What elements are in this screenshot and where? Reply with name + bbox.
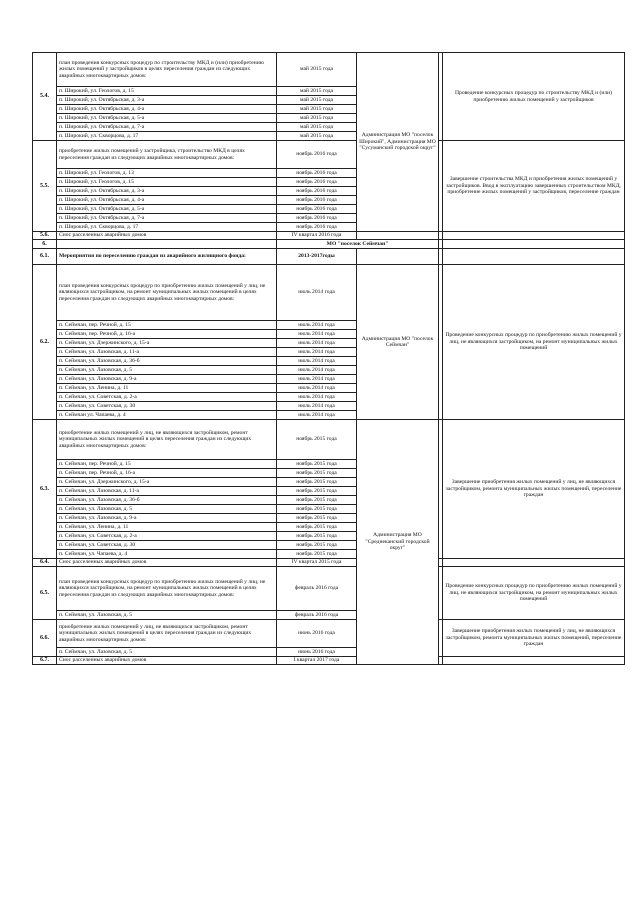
deadline: июль 2014 года — [277, 393, 357, 402]
measure-text: п. Сеймчан, ул. Советская, д. 2-а — [57, 532, 277, 541]
measure-text: приобретение жилых помещений у застройщика, строительство МКД в целях переселения граждан из следующих аварийных многоквартирных домов: — [57, 141, 277, 169]
measure-text: п. Сеймчан, ул. Лазовская, д. 11-а — [57, 348, 277, 357]
deadline: май 2015 года — [277, 114, 357, 123]
measure-text: п. Сеймчан, пер. Речной, д. 15 — [57, 460, 277, 469]
expected-result: Проведение конкурсных процедур по строительству МКД и (или) приобретению жилых помещений у застройщиков — [443, 53, 625, 141]
deadline: июль 2014 года — [277, 339, 357, 348]
measure-text: п. Сеймчан, ул. Ленина, д. 11 — [57, 523, 277, 532]
deadline: ноябрь 2016 года — [277, 169, 357, 178]
deadline: июль 2014 года — [277, 402, 357, 411]
measure-text: п. Сеймчан, ул. Дзержинского, д. 15-а — [57, 478, 277, 487]
empty-cell — [357, 232, 439, 240]
empty-cell — [443, 657, 625, 665]
measure-text: п. Широкий, ул. Октябрьская, д. 4-а — [57, 196, 277, 205]
expected-result: Завершение приобретения жилых помещений у лиц, не являющихся застройщиком, ремонта муниципальных жилых помещений, переселение граждан — [443, 420, 625, 559]
deadline: июль 2014 года — [277, 366, 357, 375]
deadline: июль 2014 года — [277, 330, 357, 339]
deadline: май 2015 года — [277, 105, 357, 114]
measure-text: Снос расселенных аварийных домов — [57, 559, 277, 567]
table-row — [33, 53, 625, 87]
measure-text: п. Сеймчан, ул. Лазовская, д. 36-б — [57, 496, 277, 505]
deadline: июль 2014 года — [277, 411, 357, 420]
deadline: ноябрь 2015 года — [277, 460, 357, 469]
measure-text: план проведения конкурсных процедур по строительству МКД и (или) приобретению жилых помещений у застройщиков в целях переселения граждан из следующих аварийных многоквартирных домов: — [57, 53, 277, 87]
deadline: ноябрь 2015 года — [277, 532, 357, 541]
measure-text: п. Широкий, ул. Октябрьская, д. 5-а — [57, 205, 277, 214]
section-title: МО "поселок Сеймчан" — [277, 240, 439, 249]
row-number: 5.5. — [33, 141, 57, 232]
measure-text: п. Широкий, ул. Октябрьская, д. 7-а — [57, 123, 277, 132]
measure-text: п. Широкий, ул. Октябрьская, д. 7-а — [57, 214, 277, 223]
deadline: ноябрь 2016 года — [277, 141, 357, 169]
deadline: ноябрь 2015 года — [277, 541, 357, 550]
deadline: ноябрь 2015 года — [277, 523, 357, 532]
empty-cell — [357, 249, 439, 265]
measure-text: п. Сеймчан, ул. Лазовская, д. 9-а — [57, 514, 277, 523]
measure-text: п. Широкий, ул. Октябрьская, д. 3-а — [57, 96, 277, 105]
deadline: июль 2014 года — [277, 265, 357, 321]
expected-result: Завершение строительства МКД и приобретения жилых помещений у застройщиков. Ввод в эксплуатацию завершенных строительством МКД, приобретение жилых помещений у застройщиков, переселение граждан — [443, 141, 625, 232]
deadline: ноябрь 2016 года — [277, 223, 357, 232]
measure-text: п. Широкий, ул. Геологов, д. 15 — [57, 87, 277, 96]
deadline: июль 2014 года — [277, 357, 357, 366]
responsible-org: Администрация МО "поселок Сеймчан" — [357, 265, 439, 420]
deadline: ноябрь 2016 года — [277, 187, 357, 196]
row-number: 6.6. — [33, 620, 57, 657]
deadline: ноябрь 2016 года — [277, 196, 357, 205]
measure-text: п. Широкий, ул. Октябрьская, д. 3-а — [57, 187, 277, 196]
program-table — [32, 52, 625, 665]
deadline: IV квартал 2015 года — [277, 559, 357, 567]
measure-text: Снос расселенных аварийных домов — [57, 657, 277, 665]
deadline: ноябрь 2016 года — [277, 178, 357, 187]
measure-text: п. Сеймчан, пер. Речной, д. 15 — [57, 321, 277, 330]
measure-text: п. Сеймчан, ул. Чапаева, д. 4 — [57, 550, 277, 559]
expected-result: Проведение конкурсных процедур по приобретению жилых помещений у лиц, не являющихся застройщиком, на ремонт муниципальных жилых помещений — [443, 265, 625, 420]
deadline: июль 2014 года — [277, 375, 357, 384]
deadline: февраль 2016 года — [277, 611, 357, 620]
measure-text: п. Сеймчан, пер. Речной, д. 16-а — [57, 330, 277, 339]
measure-text: п. Сеймчан, ул. Лазовская, д. 11-а — [57, 487, 277, 496]
deadline: май 2015 года — [277, 96, 357, 105]
table-row — [33, 141, 625, 169]
measure-text: п. Сеймчан, ул. Лазовская, д. 5 — [57, 366, 277, 375]
table-row — [33, 559, 625, 567]
deadline: IV квартал 2016 года — [277, 232, 357, 240]
measure-text: п. Сеймчан, ул. Дзержинского, д. 15-а — [57, 339, 277, 348]
empty-cell — [57, 240, 277, 249]
empty-cell — [443, 232, 625, 240]
row-number: 6.4. — [33, 559, 57, 567]
measure-text: план проведения конкурсных процедур по приобретению жилых помещений у лиц, не являющихся застройщиком, на ремонт муниципальных жилых помещений в целях переселения граждан из следующих аварийных многоквартирных домов: — [57, 265, 277, 321]
measure-text: п. Сеймчан, ул. Советская, д. 30 — [57, 541, 277, 550]
row-number: 6.3. — [33, 420, 57, 559]
deadline: ноябрь 2016 года — [277, 214, 357, 223]
measure-text: п. Широкий, ул. Геологов, д. 13 — [57, 169, 277, 178]
measure-text: п. Сеймчан, ул. Ленина, д. 11 — [57, 384, 277, 393]
deadline: ноябрь 2015 года — [277, 469, 357, 478]
measure-text: п. Сеймчан ул. Чапаева, д. 4 — [57, 411, 277, 420]
row-number: 5.4. — [33, 53, 57, 141]
measure-text: приобретение жилых помещений у лиц, не являющихся застройщиком, ремонт муниципальных жилых помещений в целях переселения граждан из следующих аварийных многоквартирных домов: — [57, 620, 277, 648]
table-row — [33, 232, 625, 240]
deadline: ноябрь 2015 года — [277, 478, 357, 487]
deadline: май 2015 года — [277, 53, 357, 87]
deadline: июнь 2016 года — [277, 648, 357, 657]
measure-text: п. Сеймчан, ул. Советская, д. 30 — [57, 402, 277, 411]
measure-text: Мероприятия по переселению граждан из аварийного жилищного фонда: — [57, 249, 277, 265]
deadline: ноябрь 2016 года — [277, 205, 357, 214]
expected-result: Завершение приобретения жилых помещений у лиц, не являющихся застройщиком, ремонта муниципальных жилых помещений, переселение граждан — [443, 620, 625, 657]
deadline: май 2015 года — [277, 123, 357, 132]
row-number: 6. — [33, 240, 57, 249]
measure-text: п. Сеймчан, пер. Речной, д. 16-а — [57, 469, 277, 478]
table-row — [33, 420, 625, 460]
measure-text: п. Широкий, ул. Скворцова, д. 17 — [57, 223, 277, 232]
measure-text: п. Широкий, ул. Скворцова, д. 17 — [57, 132, 277, 141]
measure-text: п. Сеймчан, ул. Лазовская, д. 5 — [57, 505, 277, 514]
table-row — [33, 265, 625, 321]
empty-cell — [443, 249, 625, 265]
deadline: ноябрь 2015 года — [277, 420, 357, 460]
measure-text: п. Сеймчан, ул. Советская, д. 2-а — [57, 393, 277, 402]
deadline: июль 2014 года — [277, 321, 357, 330]
measure-text: п. Широкий, ул. Геологов, д. 15 — [57, 178, 277, 187]
measure-text: п. Сеймчан, ул. Лазовская, д. 5 — [57, 611, 277, 620]
table-row — [33, 657, 625, 665]
table-row — [33, 620, 625, 648]
deadline: февраль 2016 года — [277, 567, 357, 611]
row-number: 6.1. — [33, 249, 57, 265]
table-row — [33, 240, 625, 249]
measure-text: п. Сеймчан, ул. Лазовская, д. 5 — [57, 648, 277, 657]
deadline: май 2015 года — [277, 87, 357, 96]
responsible-org: Администрация МО "поселок Широкий", Администрация МО "Сусуманский городской округ" — [357, 53, 439, 232]
row-number: 6.2. — [33, 265, 57, 420]
table-row — [33, 567, 625, 611]
measure-text: приобретение жилых помещений у лиц, не являющихся застройщиком, ремонт муниципальных жилых помещений в целях переселения граждан из следующих аварийных многоквартирных домов: — [57, 420, 277, 460]
measure-text: Снос расселенных аварийных домов — [57, 232, 277, 240]
deadline: июнь 2016 года — [277, 620, 357, 648]
deadline: ноябрь 2015 года — [277, 505, 357, 514]
empty-cell — [443, 559, 625, 567]
expected-result: Проведение конкурсных процедур по приобретению жилых помещений у лиц, не являющихся застройщиком, на ремонт муниципальных жилых помещений — [443, 567, 625, 620]
deadline: ноябрь 2015 года — [277, 487, 357, 496]
deadline: ноябрь 2015 года — [277, 514, 357, 523]
measure-text: п. Широкий, ул. Октябрьская, д. 4-а — [57, 105, 277, 114]
empty-cell — [443, 240, 625, 249]
measure-text: п. Сеймчан, ул. Лазовская, д. 9-а — [57, 375, 277, 384]
row-number: 5.6. — [33, 232, 57, 240]
table-row — [33, 249, 625, 265]
deadline: июль 2014 года — [277, 384, 357, 393]
row-number: 6.5. — [33, 567, 57, 620]
deadline: июль 2014 года — [277, 348, 357, 357]
deadline: май 2015 года — [277, 132, 357, 141]
deadline: ноябрь 2015 года — [277, 550, 357, 559]
row-number: 6.7. — [33, 657, 57, 665]
deadline: I квартал 2017 года — [277, 657, 357, 665]
deadline: 2013-2017годы — [277, 249, 357, 265]
responsible-org: Администрация МО "Среднеканский городской округ" — [357, 420, 439, 665]
measure-text: план проведения конкурсных процедур по приобретению жилых помещений у лиц, не являющихся застройщиком, на ремонт муниципальных жилых помещений в целях переселения граждан из следующих аварийных многоквартирных домов: — [57, 567, 277, 611]
measure-text: п. Сеймчан, ул. Лазовская, д. 36-б — [57, 357, 277, 366]
measure-text: п. Широкий, ул. Октябрьская, д. 5-а — [57, 114, 277, 123]
deadline: ноябрь 2015 года — [277, 496, 357, 505]
